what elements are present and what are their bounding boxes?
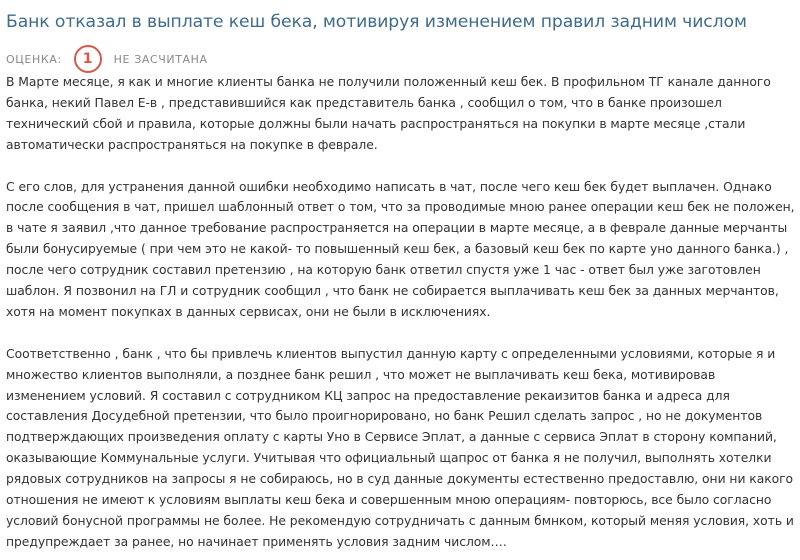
- rating-label: ОЦЕНКА:: [6, 52, 62, 66]
- review-paragraph: С его слов, для устранения данной ошибки необходимо написать в чат, после чего кеш бек будет выплачен. Однако после сообщения в чат, пришел шаблонный ответ о том, что за проводимые мною ранее операции кеш бек не положен, в чате я заявил ,что данное требование распространяется на операции в марте месяце, а в феврале данные мерчанты были бонусируемые ( при чем это не какой- то повышенный кеш бек, а базовый кеш бек по карте уно данного банка.) , после чего сотрудник составил претензию , на которую банк ответил спустя уже 1 час - ответ был уже заготовлен шаблон. Я позвонил на ГЛ и сотрудник сообщил , что банк не собирается выплачивать кеш бек за данных мерчантов, хотя на момент покупках в данных сервисах, они не были в исключениях.: [6, 179, 795, 319]
- review-title[interactable]: Банк отказал в выплате кеш бека, мотивируя изменением правил задним числом: [6, 12, 747, 32]
- rating-badge: 1: [74, 45, 102, 73]
- review-body: [6, 72, 796, 553]
- rating-row: [6, 44, 208, 74]
- review-paragraph: В Марте месяце, я как и многие клиенты банка не получили положенный кеш бек. В профильном ТГ канале данного банка, некий Павел Е-в , представившийся как представитель банка , сообщил о том, что в банке произошел технический сбой и правила, которые должны были начать распространяться на покупки в марте месяце ,стали автоматически распространяться на покупке в феврале.: [6, 75, 771, 152]
- review-paragraph: Соответственно , банк , что бы привлечь клиентов выпустил данную карту с определенными условиями, которые я и множество клиентов выполняли, а позднее банк решил , что может не выплачивать кеш бека, мотивировав изменением условий. Я составил с сотрудником КЦ запрос на предоставление рекаизитов банка и адреса для составления Досудебной претензии, что было проигнорировано, но банк Решил сделать запрос , но не документов подтверждающих произведения оплату с карты Уно в Сервисе Эплат, а данные с сервиса Эплат в сторону компаний, оказывающие Коммунальные услуги. Учитывая что официальный щапрос от банка я не получил, выполнять хотелки рядовых сотрудников на запросы я не собираюсь, но в суд данные документы естественно предоставлю, они ни какого отношения не имеют к условиям выплаты кеш бека и совершенным мною операциям- повторюсь, все было согласно условий бонусной программы не более. Не рекомендую сотрудничать с данным бмнком, который меняя условия, хоть и предупреждает за ранее, но начинает применять условия задним числом….: [6, 346, 794, 549]
- rating-status: НЕ ЗАСЧИТАНА: [113, 52, 208, 66]
